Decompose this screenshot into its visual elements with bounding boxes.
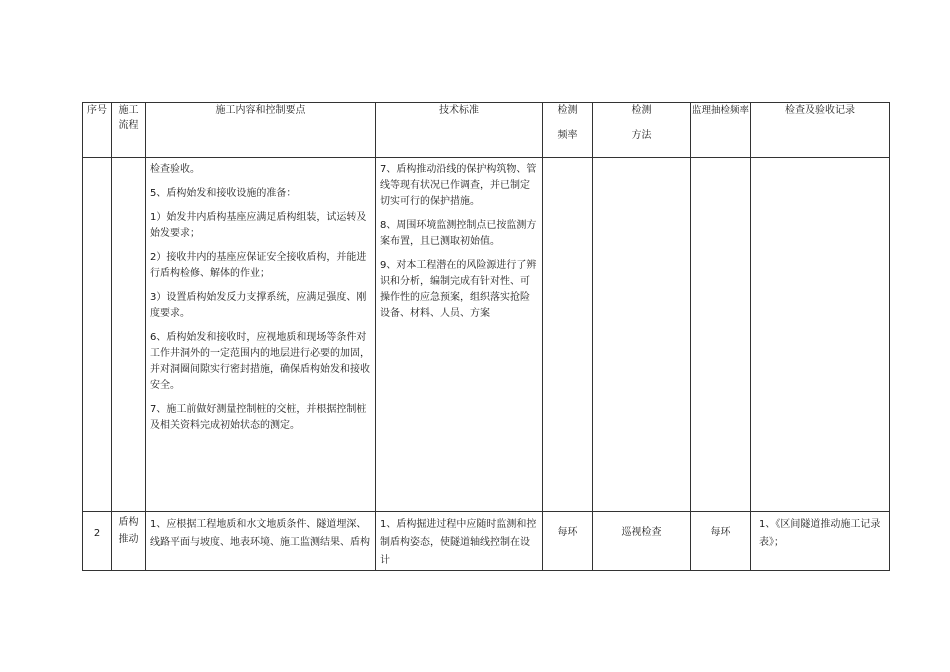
cell-process: 盾构 推动	[112, 512, 146, 571]
content-paragraph: 1）始发井内盾构基座应满足盾构组装，试运转及始发要求；	[150, 212, 367, 239]
cell-record: 1、《区间隧道推动施工记录表》；	[751, 512, 890, 571]
cell-supervision: 每环	[691, 512, 751, 571]
standard-paragraph: 7、盾构推动沿线的保护构筑物、管线等现有状况已作调查，并已制定切实可行的保护措施。	[380, 164, 537, 207]
cell-content	[146, 158, 376, 512]
cell-standard: 1、盾构掘进过程中应随时监测和控制盾构姿态，使隧道轴线控制在设计	[376, 512, 543, 571]
inspection-table	[82, 102, 890, 571]
header-record: 检查及验收记录	[751, 103, 890, 158]
header-frequency: 检测 频率	[543, 103, 593, 158]
header-no: 序号	[83, 103, 112, 158]
cell-method	[593, 158, 691, 512]
table-row	[83, 512, 890, 571]
table-row	[83, 158, 890, 512]
content-paragraph: 3）设置盾构始发反力支撑系统，应满足强度、刚度要求。	[150, 292, 367, 319]
standard-paragraph: 9、对本工程潜在的风险源进行了辨识和分析，编制完成有针对性、可操作性的应急预案，组织落实抢险设备、材料、人员、方案	[380, 260, 537, 319]
standard-paragraph: 8、周围环境监测控制点已按监测方案布置，且已测取初始值。	[380, 220, 537, 247]
content-paragraph: 7、施工前做好测量控制桩的交桩，并根据控制桩及相关资料完成初始状态的测定。	[150, 404, 367, 431]
cell-method: 巡视检查	[593, 512, 691, 571]
header-content: 施工内容和控制要点	[146, 103, 376, 158]
header-standard: 技术标准	[376, 103, 543, 158]
cell-frequency	[543, 158, 593, 512]
cell-frequency: 每环	[543, 512, 593, 571]
header-method: 检测 方法	[593, 103, 691, 158]
content-paragraph: 2）接收井内的基座应保证安全接收盾构，并能进行盾构检修、解体的作业；	[150, 252, 367, 279]
cell-no	[83, 158, 112, 512]
content-paragraph: 5、盾构始发和接收设施的准备：	[150, 188, 297, 199]
cell-process	[112, 158, 146, 512]
cell-supervision	[691, 158, 751, 512]
cell-no: 2	[83, 512, 112, 571]
content-paragraph: 检查验收。	[150, 164, 200, 175]
cell-standard	[376, 158, 543, 512]
table-header-row	[83, 103, 890, 158]
content-paragraph: 6、盾构始发和接收时，应视地质和现场等条件对工作井洞外的一定范围内的地层进行必要的加固，并对洞圈间隙实行密封措施，确保盾构始发和接收安全。	[150, 332, 370, 391]
header-process: 施工 流程	[112, 103, 146, 158]
header-supervision: 监理抽检频率	[691, 103, 751, 158]
cell-content: 1、应根据工程地质和水文地质条件、隧道埋深、线路平面与坡度、地表环境、施工监测结果、盾构	[146, 512, 376, 571]
cell-record	[751, 158, 890, 512]
